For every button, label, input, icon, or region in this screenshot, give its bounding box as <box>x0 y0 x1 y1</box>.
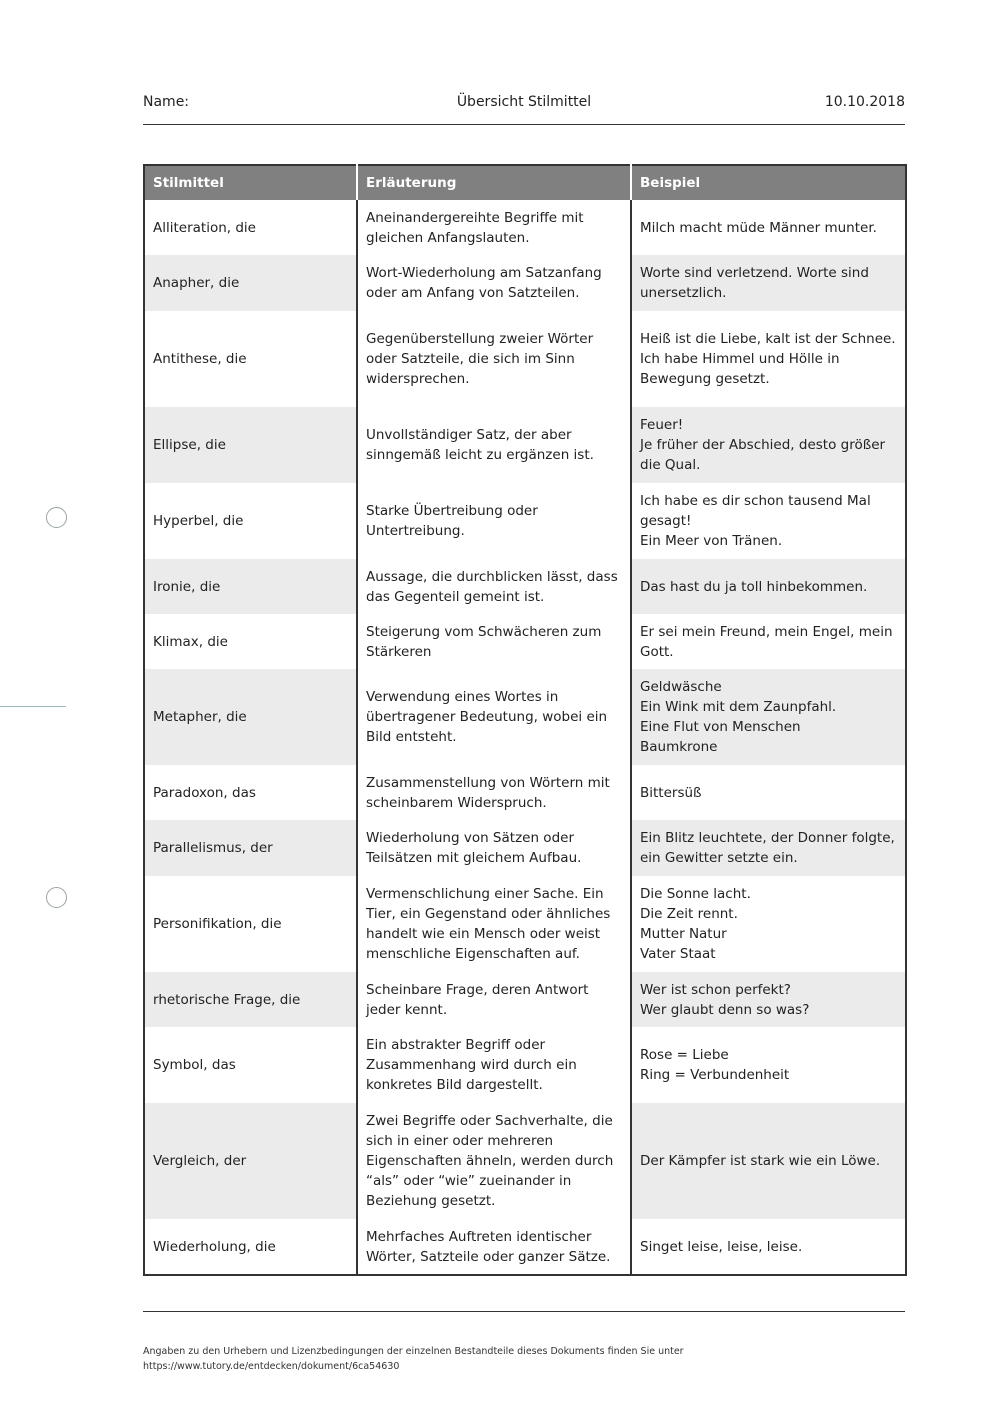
table-row <box>144 820 906 876</box>
term-cell: Personifikation, die <box>144 876 357 972</box>
term-cell: Hyperbel, die <box>144 483 357 559</box>
term-cell: Anapher, die <box>144 255 357 311</box>
term-cell: Paradoxon, das <box>144 765 357 820</box>
term-cell: Klimax, die <box>144 614 357 669</box>
license-notice-text: Angaben zu den Urhebern und Lizenzbedingungen der einzelnen Bestandteile dieses Dokuments finden Sie unter <box>143 1346 684 1357</box>
table-row <box>144 614 906 669</box>
term-cell: Parallelismus, der <box>144 820 357 876</box>
example-cell: Ein Blitz leuchtete, der Donner folgte, ein Gewitter setzte ein. <box>631 820 906 876</box>
table-row <box>144 1103 906 1219</box>
example-cell: Singet leise, leise, leise. <box>631 1219 906 1275</box>
table-row <box>144 559 906 614</box>
example-cell: Die Sonne lacht. Die Zeit rennt. Mutter Natur Vater Staat <box>631 876 906 972</box>
page-header <box>143 94 905 118</box>
term-cell: Ironie, die <box>144 559 357 614</box>
definition-cell: Steigerung vom Schwächeren zum Stärkeren <box>357 614 631 669</box>
definition-cell: Zwei Begriffe oder Sachverhalte, die sich in einer oder mehreren Eigenschaften ähneln, werden durch “als” oder “wie” zueinander in Beziehung gesetzt. <box>357 1103 631 1219</box>
definition-cell: Gegenüberstellung zweier Wörter oder Satzteile, die sich im Sinn widersprechen. <box>357 311 631 407</box>
definition-cell: Verwendung eines Wortes in übertragener Bedeutung, wobei ein Bild entsteht. <box>357 669 631 765</box>
example-cell: Er sei mein Freund, mein Engel, mein Gott. <box>631 614 906 669</box>
table-header-row <box>144 165 906 200</box>
term-cell: Ellipse, die <box>144 407 357 483</box>
term-cell: rhetorische Frage, die <box>144 972 357 1027</box>
license-notice <box>143 1344 903 1374</box>
table-row <box>144 483 906 559</box>
table-row <box>144 876 906 972</box>
term-cell: Wiederholung, die <box>144 1219 357 1275</box>
definition-cell: Zusammenstellung von Wörtern mit scheinbarem Widerspruch. <box>357 765 631 820</box>
term-cell: Vergleich, der <box>144 1103 357 1219</box>
table-row <box>144 255 906 311</box>
example-cell: Feuer! Je früher der Abschied, desto größer die Qual. <box>631 407 906 483</box>
punch-hole-marker-top <box>46 507 67 528</box>
header-divider <box>143 124 905 125</box>
example-cell: Bittersüß <box>631 765 906 820</box>
document-url: https://www.tutory.de/entdecken/dokument/6ca54630 <box>143 1361 400 1372</box>
example-cell: Das hast du ja toll hinbekommen. <box>631 559 906 614</box>
table-row <box>144 311 906 407</box>
example-cell: Milch macht müde Männer munter. <box>631 200 906 255</box>
table-row <box>144 765 906 820</box>
definition-cell: Aussage, die durchblicken lässt, dass das Gegenteil gemeint ist. <box>357 559 631 614</box>
example-cell: Geldwäsche Ein Wink mit dem Zaunpfahl. Eine Flut von Menschen Baumkrone <box>631 669 906 765</box>
fold-marker <box>0 706 66 707</box>
term-cell: Metapher, die <box>144 669 357 765</box>
page-title: Übersicht Stilmittel <box>456 94 592 110</box>
definition-cell: Unvollständiger Satz, der aber sinngemäß leicht zu ergänzen ist. <box>357 407 631 483</box>
table-row <box>144 407 906 483</box>
definition-cell: Vermenschlichung einer Sache. Ein Tier, ein Gegenstand oder ähnliches handelt wie ein Mensch oder weist menschliche Eigenschaften auf. <box>357 876 631 972</box>
table-row <box>144 200 906 255</box>
example-cell: Der Kämpfer ist stark wie ein Löwe. <box>631 1103 906 1219</box>
name-label: Name: <box>143 94 190 110</box>
column-header-erlaeuterung: Erläuterung <box>357 165 631 200</box>
example-cell: Worte sind verletzend. Worte sind unersetzlich. <box>631 255 906 311</box>
column-header-beispiel: Beispiel <box>631 165 906 200</box>
example-cell: Ich habe es dir schon tausend Mal gesagt! Ein Meer von Tränen. <box>631 483 906 559</box>
term-cell: Symbol, das <box>144 1027 357 1103</box>
definition-cell: Ein abstrakter Begriff oder Zusammenhang wird durch ein konkretes Bild dargestellt. <box>357 1027 631 1103</box>
table-row <box>144 972 906 1027</box>
table-row <box>144 669 906 765</box>
footer-divider <box>143 1311 905 1312</box>
example-cell: Rose = Liebe Ring = Verbundenheit <box>631 1027 906 1103</box>
document-date: 10.10.2018 <box>824 94 905 110</box>
definition-cell: Starke Übertreibung oder Untertreibung. <box>357 483 631 559</box>
example-cell: Wer ist schon perfekt? Wer glaubt denn so was? <box>631 972 906 1027</box>
stilmittel-table <box>143 164 907 1276</box>
example-cell: Heiß ist die Liebe, kalt ist der Schnee. Ich habe Himmel und Hölle in Bewegung gesetzt. <box>631 311 906 407</box>
definition-cell: Mehrfaches Auftreten identischer Wörter, Satzteile oder ganzer Sätze. <box>357 1219 631 1275</box>
table-row <box>144 1219 906 1275</box>
term-cell: Alliteration, die <box>144 200 357 255</box>
definition-cell: Scheinbare Frage, deren Antwort jeder kennt. <box>357 972 631 1027</box>
definition-cell: Wiederholung von Sätzen oder Teilsätzen mit gleichem Aufbau. <box>357 820 631 876</box>
definition-cell: Wort-Wiederholung am Satzanfang oder am Anfang von Satzteilen. <box>357 255 631 311</box>
definition-cell: Aneinandergereihte Begriffe mit gleichen Anfangslauten. <box>357 200 631 255</box>
column-header-stilmittel: Stilmittel <box>144 165 357 200</box>
term-cell: Antithese, die <box>144 311 357 407</box>
punch-hole-marker-bottom <box>46 887 67 908</box>
table-row <box>144 1027 906 1103</box>
